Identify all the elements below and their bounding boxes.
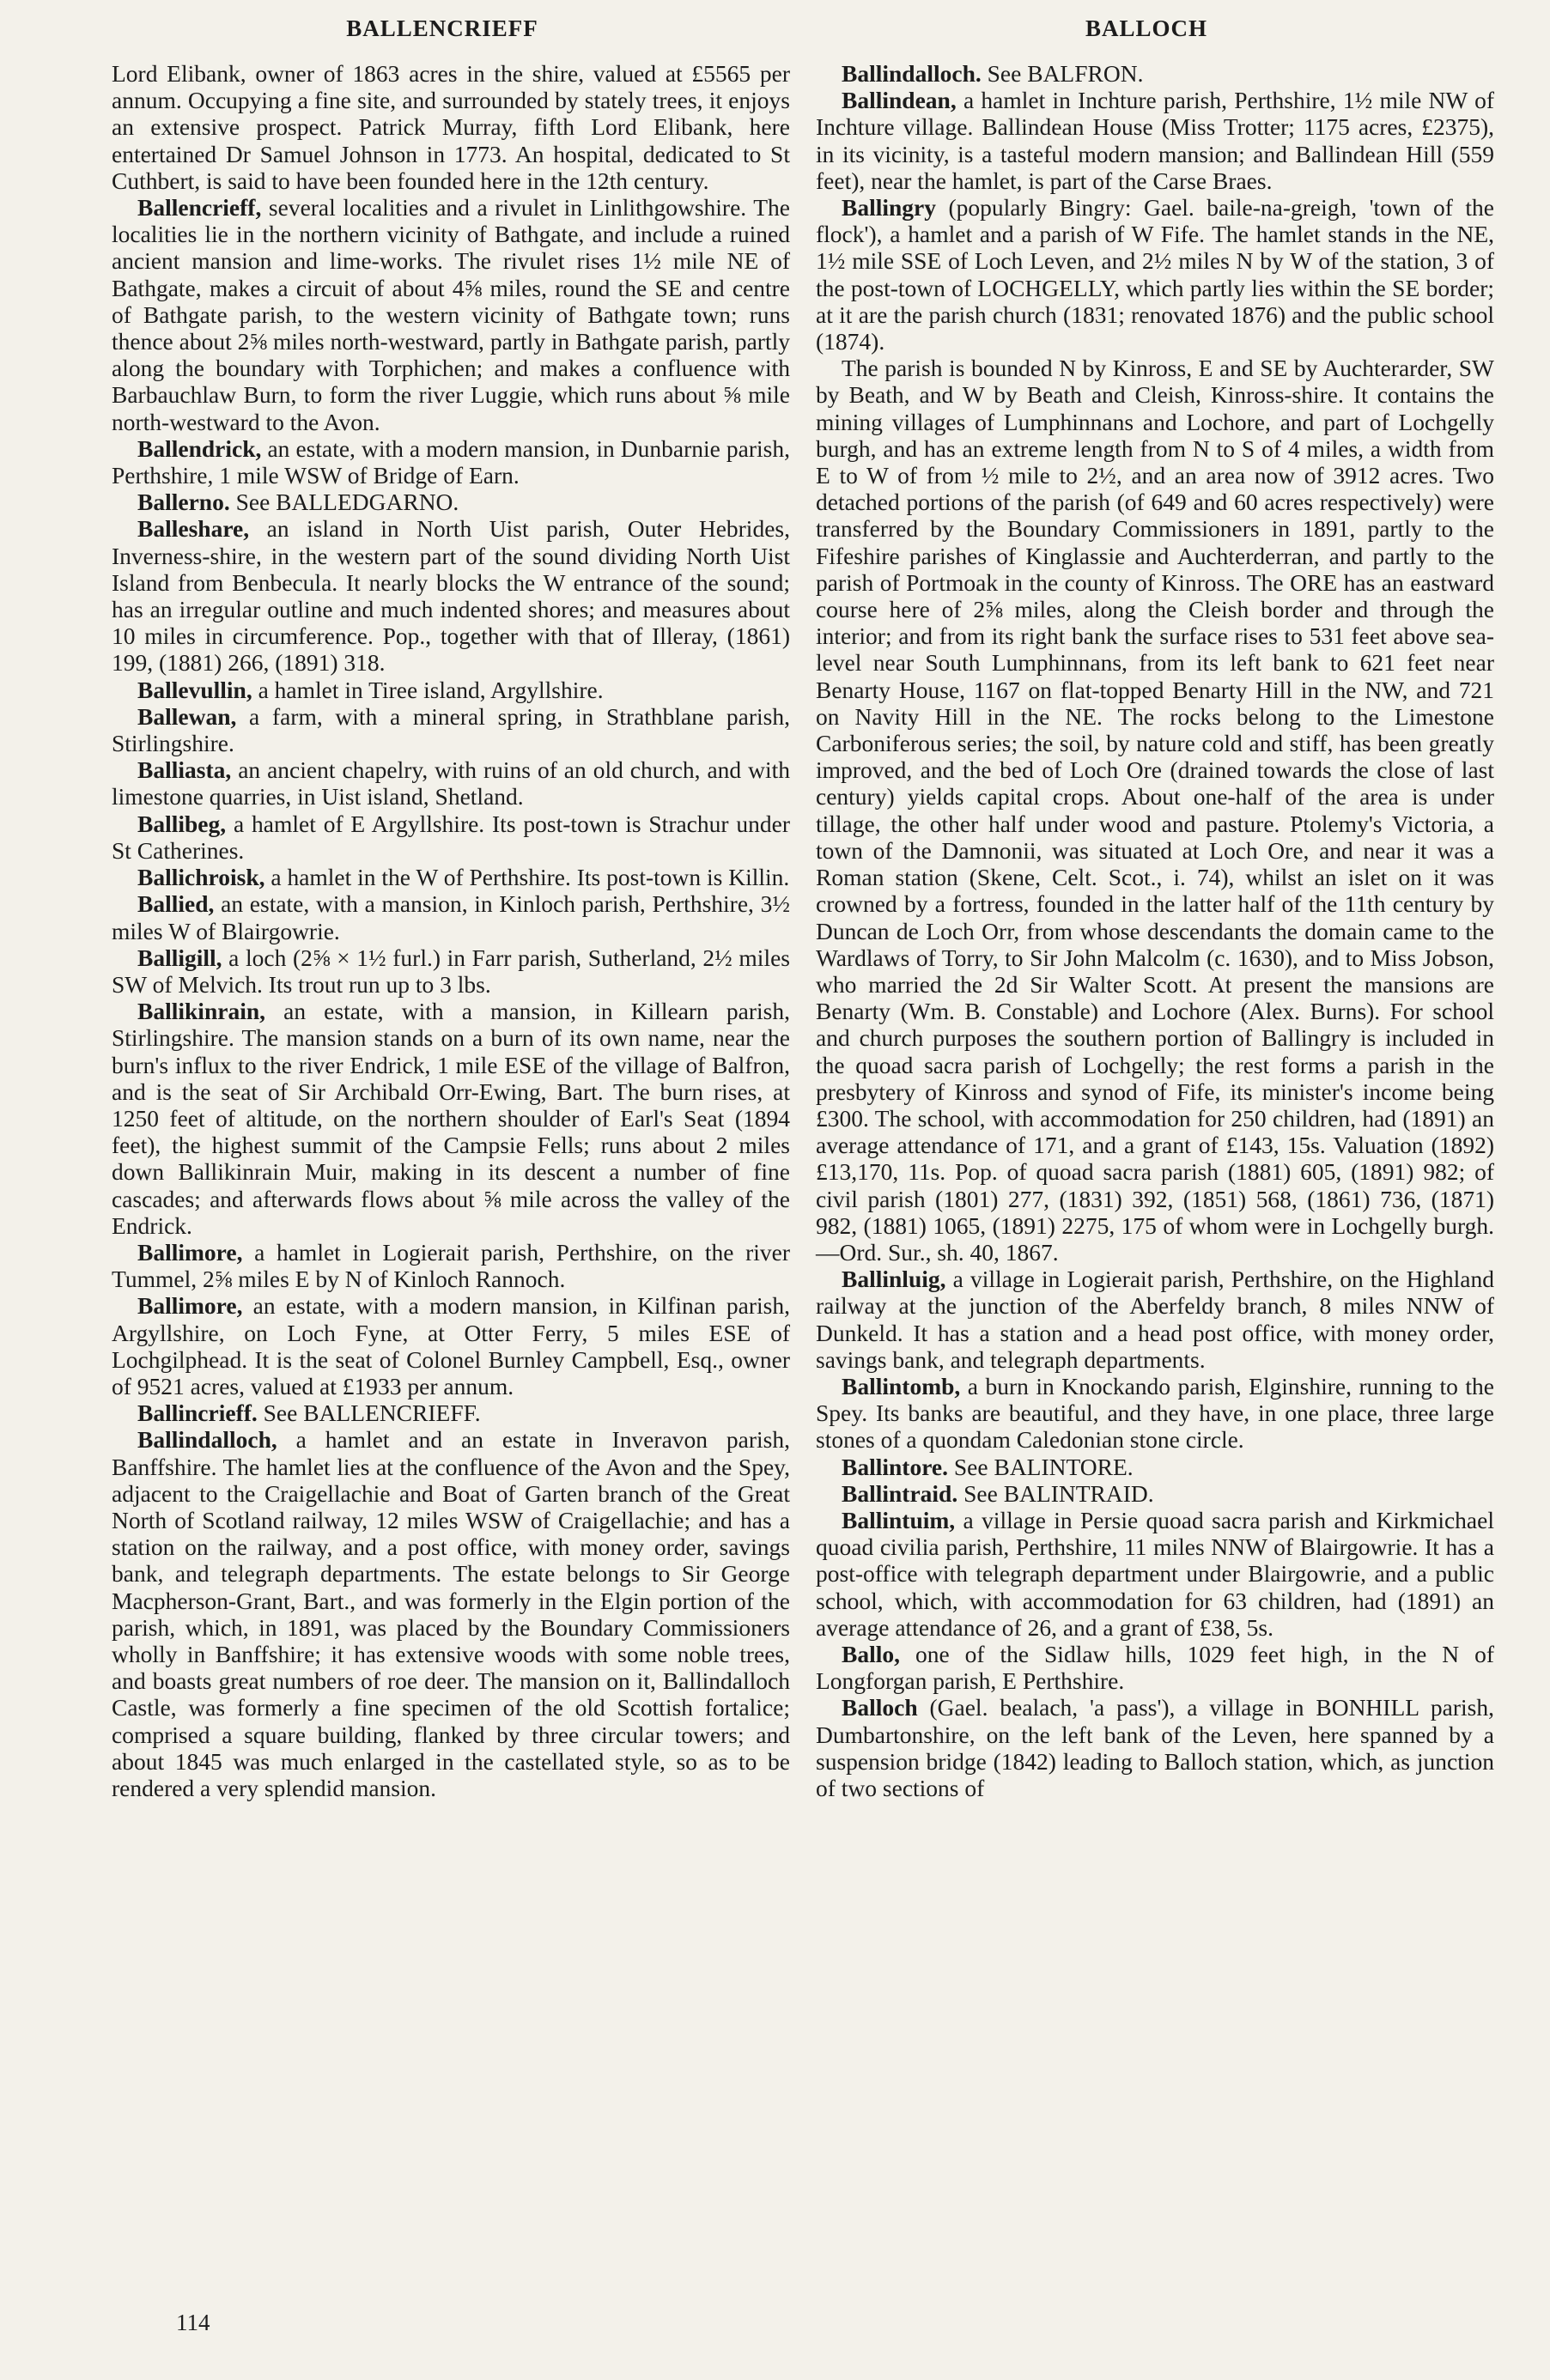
gazetteer-entry bbox=[816, 60, 1494, 87]
entry-headword: Ballo, bbox=[842, 1640, 900, 1667]
entry-headword: Balloch bbox=[842, 1694, 918, 1721]
entry-headword: Balleshare, bbox=[137, 515, 250, 543]
entry-text: a village in Persie quoad sacra parish and Kirkmichael quoad civilia parish, Perthshire, 11 miles NNW of Blairgowrie. It has a post-office with telegraph department under Blairgowrie, and a public school, which, with accommodation for 63 children, had (1891) an average attendance of 26, and a grant of £38, 5s. bbox=[816, 1506, 1494, 1641]
left-column bbox=[112, 60, 790, 1801]
entry-text: a hamlet in Tiree island, Argyllshire. bbox=[252, 676, 604, 703]
entry-headword: Ballichroisk, bbox=[137, 864, 265, 891]
gazetteer-entry bbox=[112, 677, 790, 703]
entry-text: (popularly Bingry: Gael. baile-na-greigh, 'town of the flock'), a hamlet and a parish of W Fife. The hamlet stands in the NE, 1½ mile SSE of Loch Leven, and 2½ miles N by W of the station, 3 of the post-town of LOCHGELLY, which partly lies within the SE border; at it are the parish church (1831; renovated 1876) and the public school (1874). bbox=[816, 194, 1494, 355]
gazetteer-entry bbox=[112, 811, 790, 864]
entry-text: a hamlet in Inchture parish, Perthshire, 1½ mile NW of Inchture village. Ballindean House (Miss Trotter; 1175 acres, £2375), in its vicinity, is a tasteful modern mansion; and Ballindean Hill (559 feet), near the hamlet, is part of the Carse Braes. bbox=[816, 87, 1494, 194]
gazetteer-entry bbox=[112, 194, 790, 435]
entry-headword: Ballikinrain, bbox=[137, 998, 266, 1025]
entry-headword: Ballintore. bbox=[842, 1453, 949, 1480]
entry-headword: Ballincrieff. bbox=[137, 1399, 258, 1427]
entry-headword: Ballencrieff, bbox=[137, 194, 262, 222]
gazetteer-entry bbox=[816, 1266, 1494, 1373]
gazetteer-entry bbox=[816, 87, 1494, 194]
entry-text: an estate, with a modern mansion, in Dunbarnie parish, Perthshire, 1 mile WSW of Bridge of Earn. bbox=[112, 434, 790, 489]
gazetteer-entry bbox=[816, 1373, 1494, 1454]
entry-text: a farm, with a mineral spring, in Strathblane parish, Stirlingshire. bbox=[112, 702, 790, 757]
entry-text: an estate, with a mansion, in Kinloch parish, Perthshire, 3½ miles W of Blairgowrie. bbox=[112, 890, 790, 944]
entry-headword: Ballinluig, bbox=[842, 1266, 946, 1293]
entry-text: See BALINTORE. bbox=[948, 1453, 1134, 1480]
gazetteer-entry bbox=[816, 1480, 1494, 1507]
gazetteer-entry bbox=[112, 435, 790, 489]
entry-headword: Ballibeg, bbox=[137, 810, 227, 837]
entry-text: a hamlet of E Argyllshire. Its post-town is Strachur under St Catherines. bbox=[112, 810, 790, 864]
entry-text: one of the Sidlaw hills, 1029 feet high, in the N of Longforgan parish, E Perthshire. bbox=[816, 1640, 1494, 1695]
entry-headword: Ballingry bbox=[842, 194, 937, 222]
gazetteer-entry bbox=[112, 1292, 790, 1399]
entry-headword: Ballevullin, bbox=[137, 676, 252, 703]
right-column bbox=[816, 60, 1494, 1801]
entry-headword: Ballindalloch, bbox=[137, 1426, 277, 1454]
entry-text: an island in North Uist parish, Outer Hebrides, Inverness-shire, in the western part of the sound dividing North Uist Island from Benbecula. It nearly blocks the W entrance of the sound; has an irregular outline and much indented shores; and measures about 10 miles in circumference. Pop., together with that of Illeray, (1861) 199, (1881) 266, (1891) 318. bbox=[112, 515, 790, 677]
gazetteer-entry bbox=[112, 944, 790, 998]
entry-headword: Ballerno. bbox=[137, 489, 230, 516]
gazetteer-entry bbox=[816, 1641, 1494, 1694]
entry-text: a hamlet in Logierait parish, Perthshire, on the river Tummel, 2⅝ miles E by N of Kinloch Rannoch. bbox=[112, 1238, 790, 1293]
gazetteer-entry bbox=[112, 703, 790, 756]
gazetteer-entry bbox=[816, 1507, 1494, 1641]
entry-headword: Ballintraid. bbox=[842, 1479, 958, 1507]
gazetteer-entry bbox=[816, 1454, 1494, 1480]
gazetteer-entry bbox=[816, 1694, 1494, 1801]
entry-text: See BALLEDGARNO. bbox=[229, 489, 459, 516]
entry-text: The parish is bounded N by Kinross, E and SE by Auchterarder, SW by Beath, and W by Beath and Cleish, Kinross-shire. It contains the mining villages of Lumphinnans and Lochore, and part of Lochgelly burgh, and has an extreme length from N to S of 4 miles, a width from E to W of from ½ mile to 2½, and an area now of 3912 acres. Two detached portions of the parish (of 649 and 60 acres respectively) were transferred by the Boundary Commissioners in 1891, partly to the Fifeshire parishes of Kinglassie and Auchterderran, and partly to the parish of Portmoak in the county of Kinross. The ORE has an eastward course here of 2⅝ miles, along the Cleish border and through the interior; and from its right bank the surface rises to 531 feet above sea-level near South Lumphinnans, from its left bank to 621 feet near Benarty House, 1167 on flat-topped Benarty Hill in the NW, and 721 on Navity Hill in the NE. The rocks belong to the Limestone Carboniferous series; the soil, by nature cold and stiff, has been greatly improved, and the bed of Loch Ore (drained towards the close of last century) yields capital crops. About one-half of the area is under tillage, the other half under wood and pasture. Ptolemy's Victoria, a town of the Damnonii, was situated at Loch Ore, and near it was a Roman station (Skene, Celt. Scot., i. 74), whilst an islet on it was crowned by a fortress, founded in the latter half of the 11th century by Duncan de Loch Orr, from whose descendants the domain came to the Wardlaws of Torry, to Sir John Malcolm (c. 1630), and to Miss Jobson, who married the 2d Sir Walter Scott. At present the mansions are Benarty (Wm. B. Constable) and Lochore (Alex. Burns). For school and church purposes the southern portion of Ballingry is included in the quoad sacra parish of Lochgelly; the rest forms a parish in the presbytery of Kinross and synod of Fife, its minister's income being £300. The school, with accommodation for 250 children, had (1891) an average attendance of 171, and a grant of £143, 15s. Valuation (1892) £13,170, 11s. Pop. of quoad sacra parish (1881) 605, (1891) 982; of civil parish (1801) 277, (1831) 392, (1851) 568, (1861) 736, (1871) 982, (1881) 1065, (1891) 2275, 175 of whom were in Lochgelly burgh.—Ord. Sur., sh. 40, 1867. bbox=[816, 355, 1494, 1266]
running-head-left: BALLENCRIEFF bbox=[346, 15, 538, 41]
entry-headword: Ballindalloch. bbox=[842, 60, 982, 87]
gazetteer-entry bbox=[816, 194, 1494, 355]
entry-headword: Ballied, bbox=[137, 890, 215, 918]
entry-text: Lord Elibank, owner of 1863 acres in the shire, valued at £5565 per annum. Occupying a fine site, and surrounded by stately trees, it enjoys an extensive prospect. Patrick Murray, fifth Lord Elibank, here entertained Dr Samuel Johnson in 1773. An hospital, dedicated to St Cuthbert, is said to have been founded here in the 12th century. bbox=[112, 60, 790, 194]
entry-headword: Ballendrick, bbox=[137, 434, 262, 462]
entry-headword: Ballindean, bbox=[842, 87, 957, 114]
entry-text: several localities and a rivulet in Linlithgowshire. The localities lie in the northern vicinity of Bathgate, and include a ruined ancient mansion and lime-works. The rivulet rises 1½ mile NE of Bathgate, makes a circuit of about 4⅝ miles, round the SE and centre of Bathgate parish, to the western vicinity of Bathgate town; runs thence about 2⅝ miles north-westward, partly in Bathgate parish, partly along the boundary with Torphichen; and makes a confluence with Barbauchlaw Burn, to form the river Luggie, which runs about ⅝ mile north-westward to the Avon. bbox=[112, 194, 790, 435]
gazetteer-entry bbox=[112, 1426, 790, 1801]
entry-text: an estate, with a mansion, in Killearn parish, Stirlingshire. The mansion stands on a burn of its own name, near the burn's influx to the river Endrick, 1 mile ESE of the village of Balfron, and is the seat of Sir Archibald Orr-Ewing, Bart. The burn rises, at 1250 feet of altitude, on the northern shoulder of Earl's Seat (1894 feet), the highest summit of the Campsie Fells; runs about 2 miles down Ballikinrain Muir, making in its descent a number of fine cascades; and afterwards flows about ⅝ mile across the valley of the Endrick. bbox=[112, 998, 790, 1239]
entry-headword: Ballimore, bbox=[137, 1292, 243, 1320]
entry-text: an estate, with a modern mansion, in Kilfinan parish, Argyllshire, on Loch Fyne, at Otter Ferry, 5 miles ESE of Lochgilphead. It is the seat of Colonel Burnley Campbell, Esq., owner of 9521 acres, valued at £1933 per annum. bbox=[112, 1292, 790, 1399]
entry-text: a village in Logierait parish, Perthshire, on the Highland railway at the junction of the Aberfeldy branch, 8 miles NNW of Dunkeld. It has a station and a head post office, with money order, savings bank, and telegraph departments. bbox=[816, 1266, 1494, 1373]
gazetteer-entry bbox=[112, 489, 790, 515]
gazetteer-entry bbox=[112, 998, 790, 1239]
entry-text: See BALFRON. bbox=[981, 60, 1144, 87]
entry-headword: Balliasta, bbox=[137, 756, 232, 784]
entry-text: a hamlet in the W of Perthshire. Its post-town is Killin. bbox=[264, 864, 790, 891]
entry-text: an ancient chapelry, with ruins of an old church, and with limestone quarries, in Uist island, Shetland. bbox=[112, 756, 790, 811]
entry-text: a burn in Knockando parish, Elginshire, running to the Spey. Its banks are beautiful, and they have, in one place, three large stones of a quondam Caledonian stone circle. bbox=[816, 1372, 1494, 1454]
entry-text: a hamlet and an estate in Inveravon parish, Banffshire. The hamlet lies at the confluence of the Avon and the Spey, adjacent to the Craigellachie and Boat of Garten branch of the Great North of Scotland railway, 12 miles WSW of Craigellachie; and has a station on the railway, and a post office, with money order, savings bank, and telegraph departments. The estate belongs to Sir George Macpherson-Grant, Bart., and was formerly in the Elgin portion of the parish, which, in 1891, was placed by the Boundary Commissioners wholly in Banffshire; it has extensive woods with some noble trees, and boasts great numbers of roe deer. The mansion on it, Ballindalloch Castle, was formerly a fine specimen of the old Scottish fortalice; comprised a square building, flanked by three circular towers; and about 1845 was much enlarged in the castellated style, so as to be rendered a very splendid mansion. bbox=[112, 1426, 790, 1801]
entry-text: See BALLENCRIEFF. bbox=[257, 1399, 481, 1427]
entry-text: a loch (2⅝ × 1½ furl.) in Farr parish, Sutherland, 2½ miles SW of Melvich. Its trout run up to 3 lbs. bbox=[112, 944, 790, 998]
gazetteer-entry bbox=[112, 756, 790, 810]
entry-text: (Gael. bealach, 'a pass'), a village in BONHILL parish, Dumbartonshire, on the left bank of the Leven, here spanned by a suspension bridge (1842) leading to Balloch station, which, as junction of two sections of bbox=[816, 1694, 1494, 1801]
gazetteer-entry bbox=[816, 355, 1494, 1266]
entry-headword: Ballintuim, bbox=[842, 1506, 956, 1533]
running-head-right: BALLOCH bbox=[1085, 15, 1208, 41]
gazetteer-entry bbox=[112, 890, 790, 944]
entry-headword: Ballimore, bbox=[137, 1238, 243, 1266]
gazetteer-entry bbox=[112, 1399, 790, 1426]
entry-headword: Balligill, bbox=[137, 944, 222, 971]
gazetteer-entry bbox=[112, 515, 790, 676]
entry-headword: Ballewan, bbox=[137, 702, 237, 730]
gazetteer-entry bbox=[112, 864, 790, 890]
entry-headword: Ballintomb, bbox=[842, 1372, 961, 1399]
gazetteer-entry bbox=[112, 60, 790, 194]
page-number: 114 bbox=[176, 2310, 210, 2335]
entry-text: See BALINTRAID. bbox=[957, 1479, 1154, 1507]
gazetteer-entry bbox=[112, 1239, 790, 1292]
